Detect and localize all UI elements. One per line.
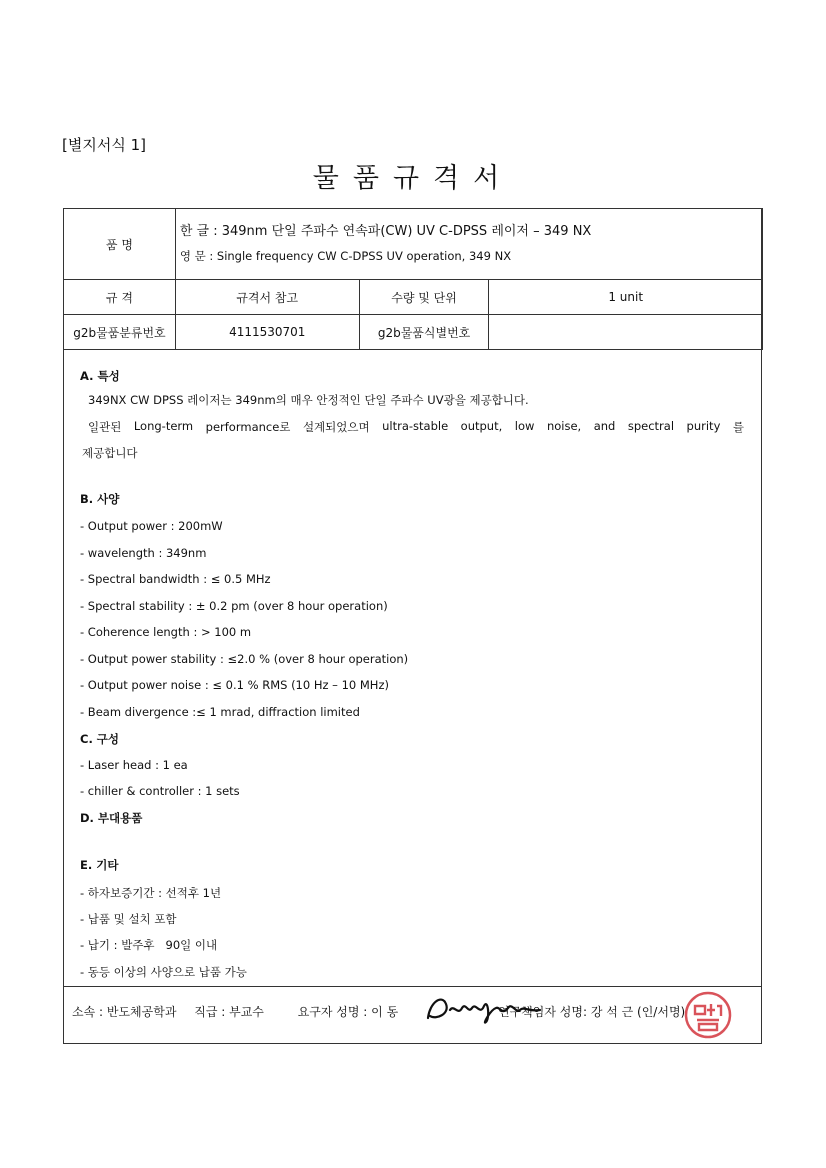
word: low: [514, 419, 535, 433]
spec-item: - Output power stability : ≤2.0 % (over 8 hour operation): [80, 652, 409, 666]
spec-item: - Output power noise : ≤ 0.1 % RMS (10 Hz – 10 MHz): [80, 678, 389, 692]
word: output,: [460, 419, 503, 433]
section-a-paragraph-2-end: 제공합니다: [82, 446, 138, 460]
word: 일관된: [88, 420, 122, 434]
section-a-title: A. 특성: [80, 369, 120, 383]
spec-item: - Output power : 200mW: [80, 519, 223, 533]
item-name-label: 품 명: [64, 209, 176, 280]
handwritten-signature: [424, 988, 544, 1028]
requester-name: 요구자 성명 : 이 동: [297, 1005, 399, 1019]
word: 설계되었으며: [302, 420, 370, 434]
section-a-paragraph-1: 349NX CW DPSS 레이저는 349nm의 매우 안정적인 단일 주파수 UV광을 제공합니다.: [88, 393, 529, 407]
official-seal: [683, 990, 733, 1040]
word: spectral: [627, 419, 675, 433]
word: and: [593, 419, 616, 433]
other-item: - 납품 및 설치 포함: [80, 912, 177, 926]
other-item: - 납기 : 발주후 90일 이내: [80, 938, 218, 952]
document-title: 물품규격서: [312, 163, 514, 194]
item-name-korean: 한 글 : 349nm 단일 주파수 연속파(CW) UV C-DPSS 레이저 – 349 NX: [179, 224, 592, 239]
spec-item: - Coherence length : > 100 m: [80, 625, 252, 639]
classification-value: 4111530701: [175, 315, 359, 350]
pi-name: 연구책임자 성명: 강 석 근 (인/서명): [498, 1005, 686, 1019]
component-item: - chiller & controller : 1 sets: [80, 784, 240, 798]
spec-item: - Spectral bandwidth : ≤ 0.5 MHz: [80, 572, 271, 586]
spec-item: - Beam divergence :≤ 1 mrad, diffraction limited: [80, 705, 360, 719]
item-name-cell: [175, 209, 762, 280]
other-item: - 하자보증기간 : 선적후 1년: [80, 886, 222, 900]
classification-label: g2b물품분류번호: [64, 315, 176, 350]
word: purity: [686, 419, 721, 433]
word: noise,: [546, 419, 582, 433]
spec-item: - wavelength : 349nm: [80, 546, 207, 560]
spec-value: 규격서 참고: [175, 280, 359, 315]
word: 를: [732, 420, 744, 434]
word: performance로: [205, 420, 291, 434]
section-b-title: B. 사양: [80, 492, 120, 506]
quantity-value: 1 unit: [489, 280, 763, 315]
section-c-title: C. 구성: [80, 732, 120, 746]
spec-table: [63, 208, 763, 350]
section-a-paragraph-2: [88, 419, 744, 435]
affiliation: 소속 : 반도체공학과: [72, 1005, 177, 1019]
footer-signature-row: [72, 1003, 699, 1020]
item-name-english: 영 문 : Single frequency CW C-DPSS UV operation, 349 NX: [179, 249, 512, 263]
position: 직급 : 부교수: [194, 1005, 264, 1019]
spec-label: 규 격: [64, 280, 176, 315]
identification-label: g2b물품식별번호: [359, 315, 489, 350]
other-item: - 동등 이상의 사양으로 납품 가능: [80, 965, 247, 979]
form-label: [별지서식 1]: [62, 136, 146, 154]
word: ultra-stable: [382, 419, 449, 433]
quantity-label: 수량 및 단위: [359, 280, 489, 315]
spec-item: - Spectral stability : ± 0.2 pm (over 8 hour operation): [80, 599, 388, 613]
word: Long-term: [133, 419, 194, 433]
component-item: - Laser head : 1 ea: [80, 758, 188, 772]
identification-value: [489, 315, 763, 350]
footer-divider: [63, 986, 762, 987]
section-d-title: D. 부대용품: [80, 811, 143, 825]
section-e-title: E. 기타: [80, 858, 119, 872]
